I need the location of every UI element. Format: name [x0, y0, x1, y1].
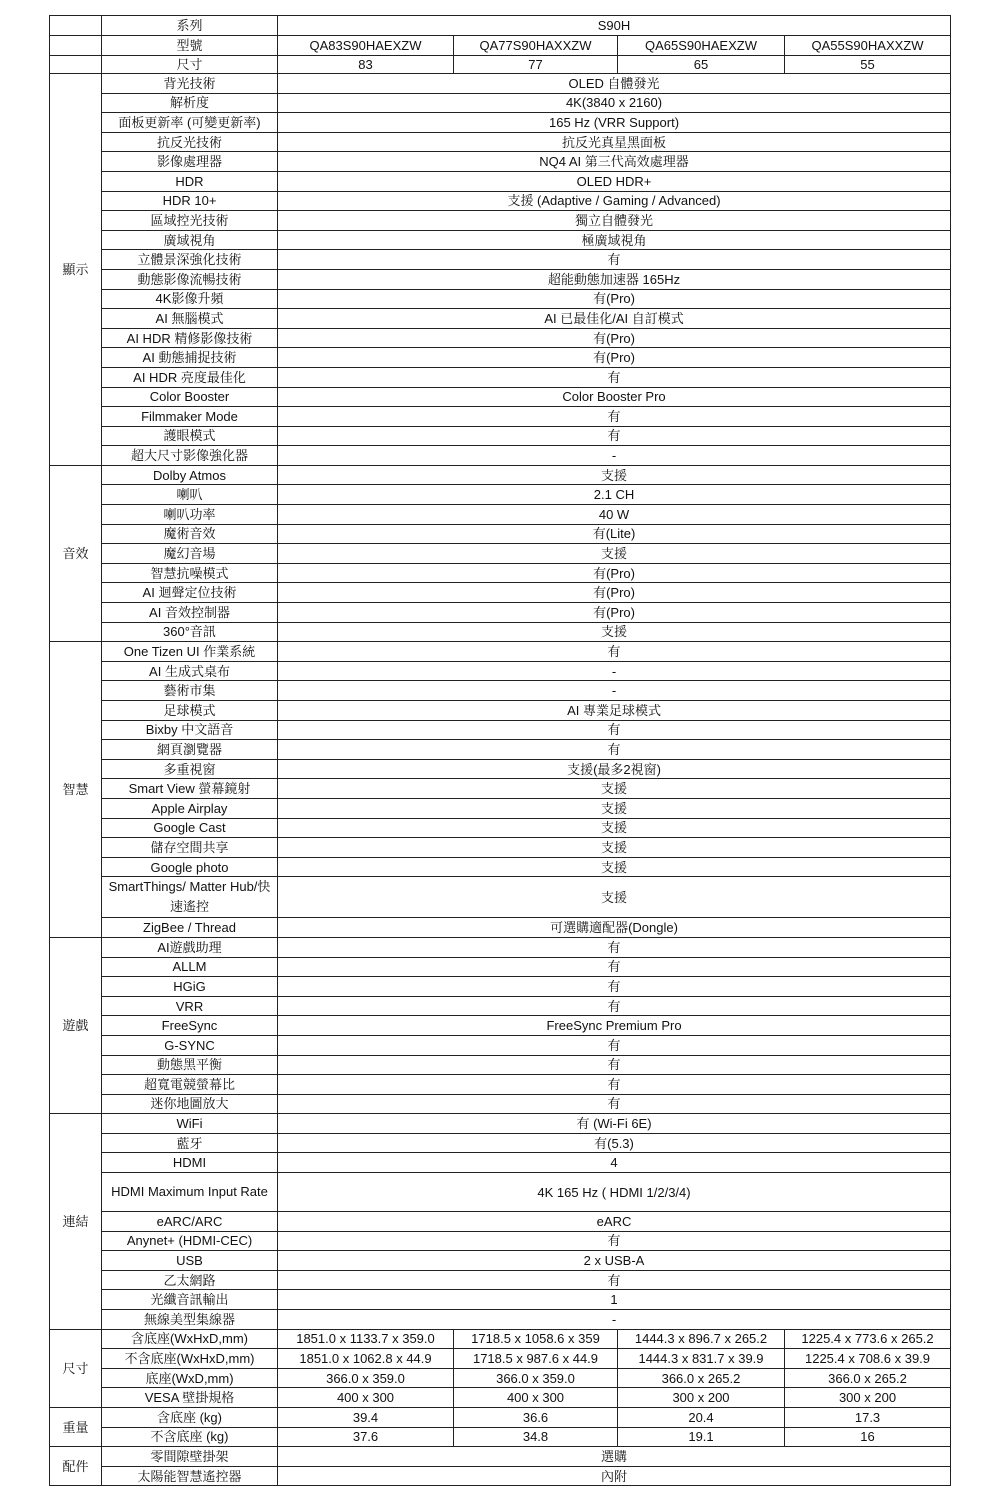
- spec-value: 400 x 300: [278, 1388, 454, 1408]
- spec-value: NQ4 AI 第三代高效處理器: [278, 152, 951, 172]
- spec-sheet: [49, 15, 950, 1486]
- spec-row: [50, 1231, 951, 1251]
- spec-value: 極廣域視角: [278, 230, 951, 250]
- spec-value: 有: [278, 367, 951, 387]
- spec-row: [50, 113, 951, 133]
- spec-row: [50, 918, 951, 938]
- spec-row: [50, 701, 951, 721]
- spec-value: 支援: [278, 857, 951, 877]
- spec-label: Apple Airplay: [102, 798, 278, 818]
- spec-value: 有: [278, 937, 951, 957]
- spec-row: [50, 977, 951, 997]
- model-name: QA77S90HAXXZW: [454, 36, 618, 56]
- spec-value: 內附: [278, 1466, 951, 1486]
- spec-row: [50, 937, 951, 957]
- model-name: QA65S90HAEXZW: [618, 36, 785, 56]
- spec-row: [50, 250, 951, 270]
- spec-value: 1444.3 x 896.7 x 265.2: [618, 1329, 785, 1349]
- spec-label: 喇叭: [102, 485, 278, 505]
- spec-value: 1225.4 x 708.6 x 39.9: [785, 1349, 951, 1369]
- category-label: 遊戲: [50, 937, 102, 1113]
- spec-value: 300 x 200: [785, 1388, 951, 1408]
- spec-row: [50, 230, 951, 250]
- spec-row: [50, 1368, 951, 1388]
- spec-row: [50, 367, 951, 387]
- spec-value: 366.0 x 265.2: [618, 1368, 785, 1388]
- spec-row: [50, 132, 951, 152]
- spec-row: [50, 1251, 951, 1271]
- spec-value: 1851.0 x 1062.8 x 44.9: [278, 1349, 454, 1369]
- spec-row: [50, 1075, 951, 1095]
- spec-row: [50, 309, 951, 329]
- spec-row: [50, 1349, 951, 1369]
- spec-label: 背光技術: [102, 74, 278, 94]
- spec-row: [50, 681, 951, 701]
- spec-label: 立體景深強化技術: [102, 250, 278, 270]
- spec-value: 34.8: [454, 1427, 618, 1447]
- spec-row: [50, 211, 951, 231]
- spec-row: [50, 544, 951, 564]
- category-label: 配件: [50, 1447, 102, 1486]
- spec-label: 多重視窗: [102, 759, 278, 779]
- spec-label: 360°音訊: [102, 622, 278, 642]
- spec-label: AI 迴聲定位技術: [102, 583, 278, 603]
- spec-value: 2.1 CH: [278, 485, 951, 505]
- size-value: 55: [785, 56, 951, 74]
- spec-label: 藝術市集: [102, 681, 278, 701]
- spec-label: 零間隙壁掛架: [102, 1447, 278, 1467]
- spec-label: eARC/ARC: [102, 1212, 278, 1232]
- spec-row: [50, 465, 951, 485]
- spec-label: 魔幻音場: [102, 544, 278, 564]
- spec-value: 有(Pro): [278, 289, 951, 309]
- spec-value: 有(Pro): [278, 603, 951, 623]
- spec-label: 喇叭功率: [102, 505, 278, 525]
- spec-label: HDR 10+: [102, 191, 278, 211]
- spec-value: 有(Pro): [278, 583, 951, 603]
- spec-value: 支援 (Adaptive / Gaming / Advanced): [278, 191, 951, 211]
- spec-value: 4K 165 Hz ( HDMI 1/2/3/4): [278, 1173, 951, 1212]
- spec-label: HDMI Maximum Input Rate: [102, 1173, 278, 1212]
- spec-row: [50, 152, 951, 172]
- spec-value: 1: [278, 1290, 951, 1310]
- spec-row: [50, 1290, 951, 1310]
- spec-value: eARC: [278, 1212, 951, 1232]
- spec-label: 底座(WxD,mm): [102, 1368, 278, 1388]
- spec-label: 乙太網路: [102, 1270, 278, 1290]
- spec-row: [50, 289, 951, 309]
- spec-label: 無線美型集線器: [102, 1310, 278, 1330]
- spec-value: 有: [278, 642, 951, 662]
- spec-value: 4K(3840 x 2160): [278, 93, 951, 113]
- spec-value: 支援: [278, 622, 951, 642]
- spec-label: 4K影像升頻: [102, 289, 278, 309]
- spec-label: AI 音效控制器: [102, 603, 278, 623]
- spec-row: [50, 387, 951, 407]
- model-label: 型號: [102, 36, 278, 56]
- spec-label: 動態影像流暢技術: [102, 269, 278, 289]
- spec-label: 不含底座 (kg): [102, 1427, 278, 1447]
- spec-value: 1718.5 x 1058.6 x 359: [454, 1329, 618, 1349]
- spec-row: [50, 171, 951, 191]
- spec-label: Bixby 中文語音: [102, 720, 278, 740]
- spec-label: 不含底座(WxHxD,mm): [102, 1349, 278, 1369]
- spec-value: 支援(最多2視窗): [278, 759, 951, 779]
- spec-label: 光纖音訊輸出: [102, 1290, 278, 1310]
- spec-label: 儲存空間共享: [102, 838, 278, 858]
- spec-value: 有(Lite): [278, 524, 951, 544]
- spec-label: WiFi: [102, 1114, 278, 1134]
- spec-row: [50, 1016, 951, 1036]
- header-row-model: [50, 36, 951, 56]
- spec-value: 有(Pro): [278, 563, 951, 583]
- spec-value: 37.6: [278, 1427, 454, 1447]
- spec-value: OLED 自體發光: [278, 74, 951, 94]
- spec-label: ALLM: [102, 957, 278, 977]
- spec-row: [50, 524, 951, 544]
- spec-value: 36.6: [454, 1408, 618, 1428]
- spec-label: AI HDR 亮度最佳化: [102, 367, 278, 387]
- spec-row: [50, 505, 951, 525]
- spec-label: One Tizen UI 作業系統: [102, 642, 278, 662]
- spec-row: [50, 348, 951, 368]
- spec-label: AI HDR 精修影像技術: [102, 328, 278, 348]
- spec-label: Google photo: [102, 857, 278, 877]
- category-label: 顯示: [50, 74, 102, 466]
- spec-value: 有: [278, 250, 951, 270]
- spec-label: AI 生成式桌布: [102, 661, 278, 681]
- spec-value: 支援: [278, 798, 951, 818]
- spec-value: 有: [278, 1055, 951, 1075]
- spec-label: Smart View 螢幕鏡射: [102, 779, 278, 799]
- spec-row: [50, 1427, 951, 1447]
- spec-label: 抗反光技術: [102, 132, 278, 152]
- spec-value: -: [278, 681, 951, 701]
- spec-value: 19.1: [618, 1427, 785, 1447]
- spec-label: AI遊戲助理: [102, 937, 278, 957]
- spec-label: 動態黑平衡: [102, 1055, 278, 1075]
- spec-row: [50, 583, 951, 603]
- spec-value: 366.0 x 359.0: [454, 1368, 618, 1388]
- spec-value: 有: [278, 740, 951, 760]
- spec-row: [50, 446, 951, 466]
- spec-row: [50, 1310, 951, 1330]
- spec-row: [50, 1055, 951, 1075]
- model-name: QA83S90HAEXZW: [278, 36, 454, 56]
- category-label: 連結: [50, 1114, 102, 1329]
- spec-row: [50, 996, 951, 1016]
- spec-value: -: [278, 1310, 951, 1330]
- spec-label: 智慧抗噪模式: [102, 563, 278, 583]
- spec-value: 有: [278, 1075, 951, 1095]
- spec-value: 300 x 200: [618, 1388, 785, 1408]
- spec-value: 40 W: [278, 505, 951, 525]
- spec-value: 有: [278, 1035, 951, 1055]
- spec-value: 有(Pro): [278, 348, 951, 368]
- spec-value: Color Booster Pro: [278, 387, 951, 407]
- blank-cell: [50, 16, 102, 36]
- spec-label: USB: [102, 1251, 278, 1271]
- spec-row: [50, 957, 951, 977]
- spec-value: 366.0 x 265.2: [785, 1368, 951, 1388]
- spec-row: [50, 1270, 951, 1290]
- series-label: 系列: [102, 16, 278, 36]
- spec-row: [50, 838, 951, 858]
- blank-cell: [50, 36, 102, 56]
- spec-row: [50, 1388, 951, 1408]
- spec-label: 超大尺寸影像強化器: [102, 446, 278, 466]
- spec-label: VESA 壁掛規格: [102, 1388, 278, 1408]
- spec-row: [50, 857, 951, 877]
- spec-label: 藍牙: [102, 1133, 278, 1153]
- spec-label: 網頁瀏覽器: [102, 740, 278, 760]
- spec-value: 1851.0 x 1133.7 x 359.0: [278, 1329, 454, 1349]
- spec-value: 有: [278, 426, 951, 446]
- spec-row: [50, 798, 951, 818]
- spec-label: 廣域視角: [102, 230, 278, 250]
- spec-label: 解析度: [102, 93, 278, 113]
- spec-label: HDR: [102, 171, 278, 191]
- spec-value: 獨立自體發光: [278, 211, 951, 231]
- spec-label: 面板更新率 (可變更新率): [102, 113, 278, 133]
- spec-row: [50, 191, 951, 211]
- header-row-size: [50, 56, 951, 74]
- spec-row: [50, 426, 951, 446]
- spec-value: 1718.5 x 987.6 x 44.9: [454, 1349, 618, 1369]
- spec-row: [50, 1173, 951, 1212]
- spec-value: 400 x 300: [454, 1388, 618, 1408]
- spec-row: [50, 328, 951, 348]
- spec-row: [50, 720, 951, 740]
- spec-row: [50, 622, 951, 642]
- spec-row: [50, 407, 951, 427]
- spec-value: FreeSync Premium Pro: [278, 1016, 951, 1036]
- spec-row: [50, 563, 951, 583]
- spec-value: 有: [278, 977, 951, 997]
- spec-value: OLED HDR+: [278, 171, 951, 191]
- spec-value: 選購: [278, 1447, 951, 1467]
- spec-label: SmartThings/ Matter Hub/快速遙控: [102, 877, 278, 918]
- spec-row: [50, 759, 951, 779]
- spec-label: 含底座(WxHxD,mm): [102, 1329, 278, 1349]
- spec-label: 區域控光技術: [102, 211, 278, 231]
- spec-row: [50, 661, 951, 681]
- spec-label: 足球模式: [102, 701, 278, 721]
- spec-label: G-SYNC: [102, 1035, 278, 1055]
- spec-value: 有(Pro): [278, 328, 951, 348]
- spec-row: [50, 642, 951, 662]
- spec-label: AI 無腦模式: [102, 309, 278, 329]
- spec-row: [50, 1133, 951, 1153]
- spec-row: [50, 1094, 951, 1114]
- spec-label: Dolby Atmos: [102, 465, 278, 485]
- spec-value: 有: [278, 1270, 951, 1290]
- spec-table-body: [50, 16, 951, 1486]
- spec-label: 含底座 (kg): [102, 1408, 278, 1428]
- size-value: 83: [278, 56, 454, 74]
- spec-value: 可選購適配器(Dongle): [278, 918, 951, 938]
- spec-value: 支援: [278, 465, 951, 485]
- spec-value: 有: [278, 720, 951, 740]
- spec-row: [50, 269, 951, 289]
- spec-label: HDMI: [102, 1153, 278, 1173]
- category-label: 音效: [50, 465, 102, 641]
- spec-value: AI 已最佳化/AI 自訂模式: [278, 309, 951, 329]
- spec-label: Google Cast: [102, 818, 278, 838]
- spec-value: 366.0 x 359.0: [278, 1368, 454, 1388]
- spec-value: 20.4: [618, 1408, 785, 1428]
- series-value: S90H: [278, 16, 951, 36]
- spec-row: [50, 1035, 951, 1055]
- spec-value: 有: [278, 407, 951, 427]
- spec-value: 有: [278, 996, 951, 1016]
- spec-value: 165 Hz (VRR Support): [278, 113, 951, 133]
- spec-row: [50, 779, 951, 799]
- spec-label: 護眼模式: [102, 426, 278, 446]
- spec-value: 39.4: [278, 1408, 454, 1428]
- spec-value: 支援: [278, 877, 951, 918]
- spec-value: 1444.3 x 831.7 x 39.9: [618, 1349, 785, 1369]
- spec-value: 有(5.3): [278, 1133, 951, 1153]
- spec-row: [50, 1114, 951, 1134]
- blank-cell: [50, 56, 102, 74]
- spec-table: [49, 15, 951, 1486]
- category-label: 尺寸: [50, 1329, 102, 1407]
- spec-value: 有: [278, 957, 951, 977]
- spec-label: Color Booster: [102, 387, 278, 407]
- spec-value: 有 (Wi-Fi 6E): [278, 1114, 951, 1134]
- spec-row: [50, 818, 951, 838]
- spec-row: [50, 740, 951, 760]
- spec-label: 超寬電競螢幕比: [102, 1075, 278, 1095]
- spec-row: [50, 74, 951, 94]
- spec-row: [50, 603, 951, 623]
- spec-label: 迷你地圖放大: [102, 1094, 278, 1114]
- spec-label: Filmmaker Mode: [102, 407, 278, 427]
- spec-label: AI 動態捕捉技術: [102, 348, 278, 368]
- spec-row: [50, 1153, 951, 1173]
- spec-value: 16: [785, 1427, 951, 1447]
- spec-value: -: [278, 446, 951, 466]
- spec-label: 魔術音效: [102, 524, 278, 544]
- spec-value: 支援: [278, 779, 951, 799]
- spec-value: 支援: [278, 544, 951, 564]
- spec-value: 超能動態加速器 165Hz: [278, 269, 951, 289]
- spec-value: 17.3: [785, 1408, 951, 1428]
- spec-value: AI 專業足球模式: [278, 701, 951, 721]
- model-name: QA55S90HAXXZW: [785, 36, 951, 56]
- spec-value: 有: [278, 1094, 951, 1114]
- spec-label: 影像處理器: [102, 152, 278, 172]
- spec-row: [50, 1408, 951, 1428]
- spec-row: [50, 485, 951, 505]
- spec-value: 抗反光真星黑面板: [278, 132, 951, 152]
- spec-value: 支援: [278, 838, 951, 858]
- size-label: 尺寸: [102, 56, 278, 74]
- spec-value: 2 x USB-A: [278, 1251, 951, 1271]
- header-row-series: [50, 16, 951, 36]
- spec-value: 4: [278, 1153, 951, 1173]
- spec-row: [50, 1466, 951, 1486]
- spec-label: Anynet+ (HDMI-CEC): [102, 1231, 278, 1251]
- spec-label: 太陽能智慧遙控器: [102, 1466, 278, 1486]
- spec-label: HGiG: [102, 977, 278, 997]
- spec-value: -: [278, 661, 951, 681]
- spec-row: [50, 1447, 951, 1467]
- spec-value: 支援: [278, 818, 951, 838]
- spec-value: 有: [278, 1231, 951, 1251]
- spec-row: [50, 93, 951, 113]
- spec-row: [50, 1329, 951, 1349]
- size-value: 65: [618, 56, 785, 74]
- spec-label: VRR: [102, 996, 278, 1016]
- spec-value: 1225.4 x 773.6 x 265.2: [785, 1329, 951, 1349]
- spec-label: FreeSync: [102, 1016, 278, 1036]
- spec-label: ZigBee / Thread: [102, 918, 278, 938]
- spec-row: [50, 1212, 951, 1232]
- category-label: 重量: [50, 1408, 102, 1447]
- spec-row: [50, 877, 951, 918]
- size-value: 77: [454, 56, 618, 74]
- category-label: 智慧: [50, 642, 102, 938]
